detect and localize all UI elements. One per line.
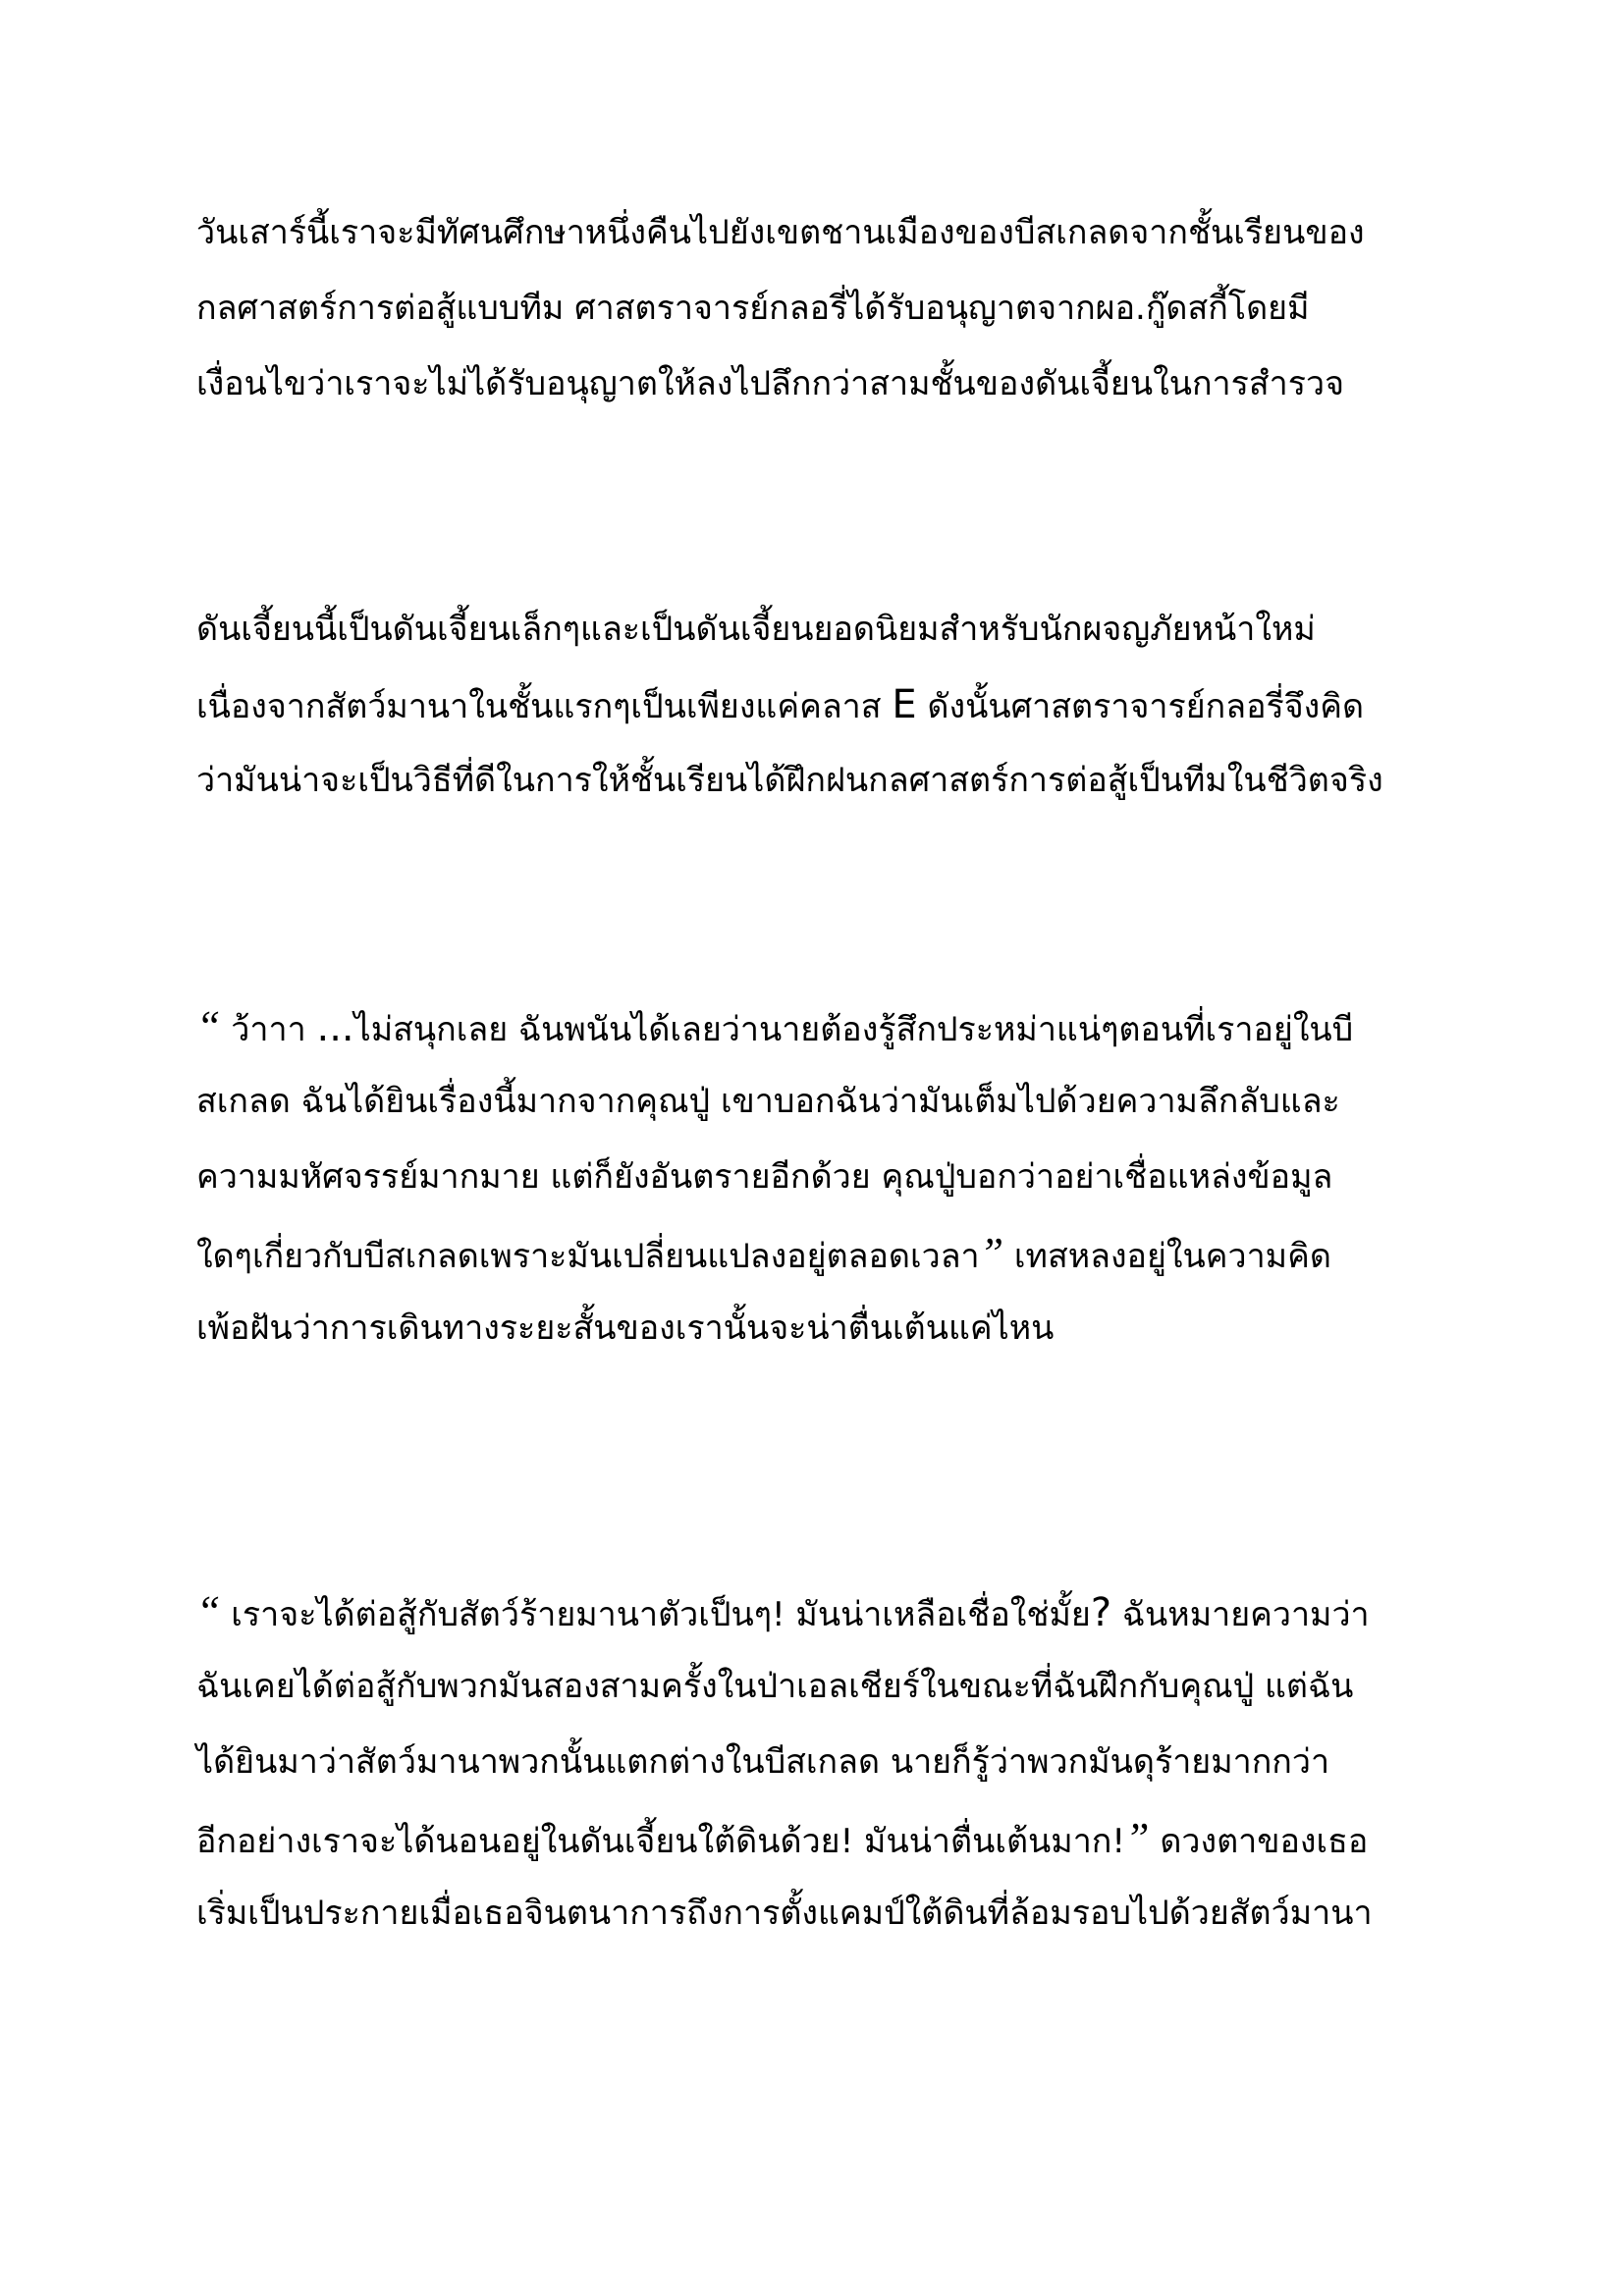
text-segment: ไม่สนุกเลย ฉันพนันได้เลยว่านายต้องรู้สึกประหม่าแน่ๆตอนที่เราอยู่ในบี	[353, 1010, 1354, 1049]
text-line	[196, 1574, 1453, 1649]
text-line: วันเสาร์นี้เราจะมีทัศนศึกษาหนึ่งคืนไปยังเขตชานเมืองของบีสเกลดจากชั้นเรียนของ	[196, 213, 1365, 252]
paragraph-4	[196, 1574, 1453, 1951]
class-letter: E	[892, 682, 917, 727]
paragraph-3	[196, 988, 1453, 1366]
open-quote: “	[196, 1587, 221, 1635]
text-segment: ดวงตาของเธอ	[1160, 1822, 1369, 1861]
text-line: เพ้อฝันว่าการเดินทางระยะสั้นของเรานั้นจะน่าตื่นเต้นแค่ไหน	[196, 1308, 1055, 1348]
text-line: กลศาสตร์การต่อสู้แบบทีม ศาสตราจารย์กลอรี่ได้รับอนุญาตจากผอ.กู๊ดสกี้โดยมี	[196, 289, 1310, 328]
text-line	[196, 667, 1453, 743]
text-segment: ว้าาา	[231, 1010, 306, 1049]
text-line: ได้ยินมาว่าสัตว์มานาพวกนั้นแตกต่างในบีสเกลด นายก็รู้ว่าพวกมันดุร้ายมากกว่า	[196, 1742, 1330, 1782]
paragraph-1	[196, 195, 1453, 422]
text-segment: เนื่องจากสัตว์มานาในชั้นแรกๆเป็นเพียงแค่คลาส	[196, 687, 882, 726]
text-line: เริ่มเป็นประกายเมื่อเธอจินตนาการถึงการตั้งแคมป์ใต้ดินที่ล้อมรอบไปด้วยสัตว์มานา	[196, 1894, 1373, 1933]
text-segment: เทสหลงอยู่ในความคิด	[1013, 1237, 1331, 1276]
close-quote: ”	[979, 1229, 1004, 1277]
text-line: ดันเจี้ยนนี้เป็นดันเจี้ยนเล็กๆและเป็นดันเจี้ยนยอดนิยมสำหรับนักผจญภัยหน้าใหม่	[196, 610, 1316, 649]
text-line: ฉันเคยได้ต่อสู้กับพวกมันสองสามครั้งในป่าเอลเชียร์ในขณะที่ฉันฝึกกับคุณปู่ แต่ฉัน	[196, 1667, 1354, 1706]
text-line: เงื่อนไขว่าเราจะไม่ได้รับอนุญาตให้ลงไปลึกกว่าสามชั้นของดันเจี้ยนในการสำรวจ	[196, 364, 1344, 403]
ellipsis: ...	[316, 1005, 354, 1050]
text-segment: ใดๆเกี่ยวกับบีสเกลดเพราะมันเปลี่ยนแปลงอยู่ตลอดเวลา	[196, 1237, 980, 1276]
text-line: ว่ามันน่าจะเป็นวิธีที่ดีในการให้ชั้นเรียนได้ฝึกฝนกลศาสตร์การต่อสู้เป็นทีมในชีวิตจริง	[196, 761, 1383, 800]
paragraph-2	[196, 592, 1453, 819]
text-segment: ดังนั้นศาสตราจารย์กลอรี่จึงคิด	[927, 687, 1365, 726]
text-segment: เราจะได้ต่อสู้กับสัตว์ร้ายมานาตัวเป็นๆ! มันน่าเหลือเชื่อใช่มั้ย	[231, 1595, 1091, 1634]
text-segment: ฉันหมายความว่า	[1121, 1595, 1370, 1634]
text-segment: อีกอย่างเราจะได้นอนอยู่ในดันเจี้ยนใต้ดินด้วย! มันน่าตื่นเต้นมาก!	[196, 1822, 1126, 1861]
close-quote: ”	[1125, 1814, 1150, 1862]
text-line	[196, 988, 1453, 1064]
text-line: สเกลด ฉันได้ยินเรื่องนี้มากจากคุณปู่ เขาบอกฉันว่ามันเต็มไปด้วยความลึกลับและ	[196, 1082, 1340, 1121]
text-line	[196, 1215, 1453, 1291]
text-line: ความมหัศจรรย์มากมาย แต่ก็ยังอันตรายอีกด้วย คุณปู่บอกว่าอย่าเชื่อแหล่งข้อมูล	[196, 1157, 1333, 1197]
question-mark: ?	[1090, 1590, 1112, 1635]
text-line	[196, 1800, 1453, 1876]
open-quote: “	[196, 1002, 221, 1050]
